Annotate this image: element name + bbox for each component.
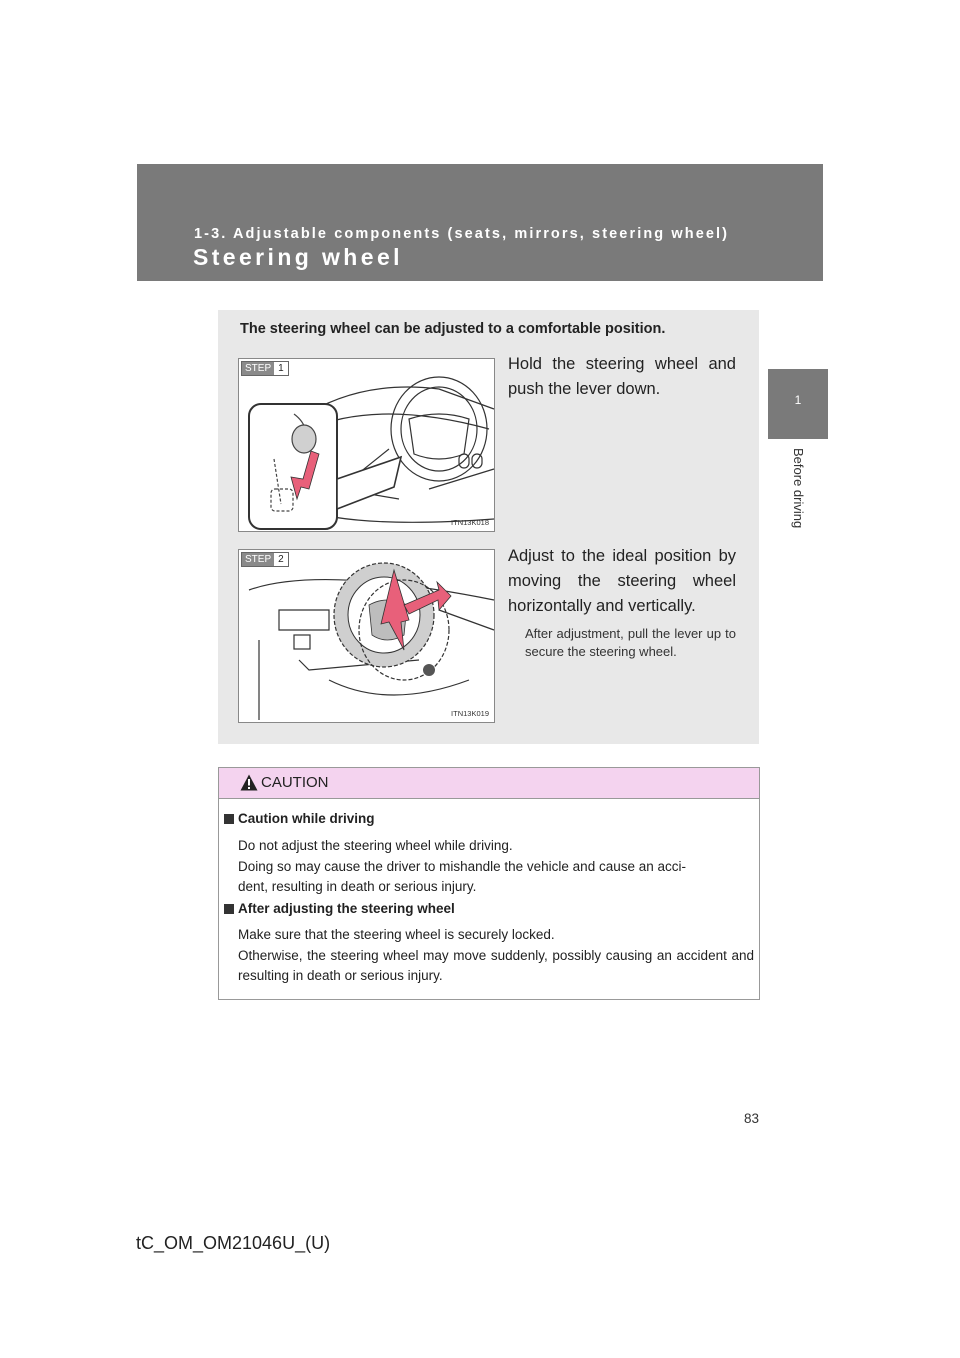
section-title: 1-3. Adjustable components (seats, mirrors, steering wheel) bbox=[194, 226, 730, 242]
step-1-illustration bbox=[238, 358, 495, 532]
warning-icon bbox=[240, 774, 258, 791]
caution-body: Make sure that the steering wheel is securely locked. Otherwise, the steering wheel may move suddenly, possibly causing an accident and resulting in death or serious injury. bbox=[238, 927, 754, 983]
caution-heading: After adjusting the steering wheel bbox=[224, 901, 455, 916]
caution-title: CAUTION bbox=[261, 774, 329, 791]
figure-code: ITN13K019 bbox=[451, 709, 489, 718]
bullet-square-icon bbox=[224, 904, 234, 914]
step-2-illustration bbox=[238, 549, 495, 723]
caution-body: Do not adjust the steering wheel while driving. Doing so may cause the driver to mishandle the vehicle and cause an acci- dent, resulting in death or serious injury. bbox=[238, 838, 686, 894]
chapter-number: 1 bbox=[794, 393, 802, 407]
dashboard-wheel-illustration bbox=[239, 550, 496, 724]
steps-panel bbox=[218, 310, 759, 744]
page-number: 83 bbox=[744, 1111, 760, 1126]
step-1-text: Hold the steering wheel and push the lever down. bbox=[508, 355, 736, 398]
bullet-square-icon bbox=[224, 814, 234, 824]
step-2-badge: STEP 2 bbox=[241, 552, 289, 567]
intro-text: The steering wheel can be adjusted to a comfortable position. bbox=[240, 321, 666, 337]
page-title: Steering wheel bbox=[193, 244, 403, 270]
caution-header bbox=[219, 768, 759, 799]
figure-code: ITN13K018 bbox=[451, 518, 489, 527]
step-2-text: Adjust to the ideal position by moving the steering wheel horizontally and vertically. bbox=[508, 547, 736, 615]
document-code: tC_OM_OM21046U_(U) bbox=[136, 1233, 331, 1253]
caution-heading: Caution while driving bbox=[224, 811, 375, 826]
chapter-label: Before driving bbox=[791, 448, 806, 529]
caution-box bbox=[218, 767, 760, 1000]
step-2-note: After adjustment, pull the lever up to secure the steering wheel. bbox=[525, 626, 736, 659]
header-band bbox=[137, 164, 823, 281]
chapter-tab[interactable] bbox=[768, 369, 828, 439]
dashboard-lever-illustration bbox=[239, 359, 496, 533]
step-1-badge: STEP 1 bbox=[241, 361, 289, 376]
